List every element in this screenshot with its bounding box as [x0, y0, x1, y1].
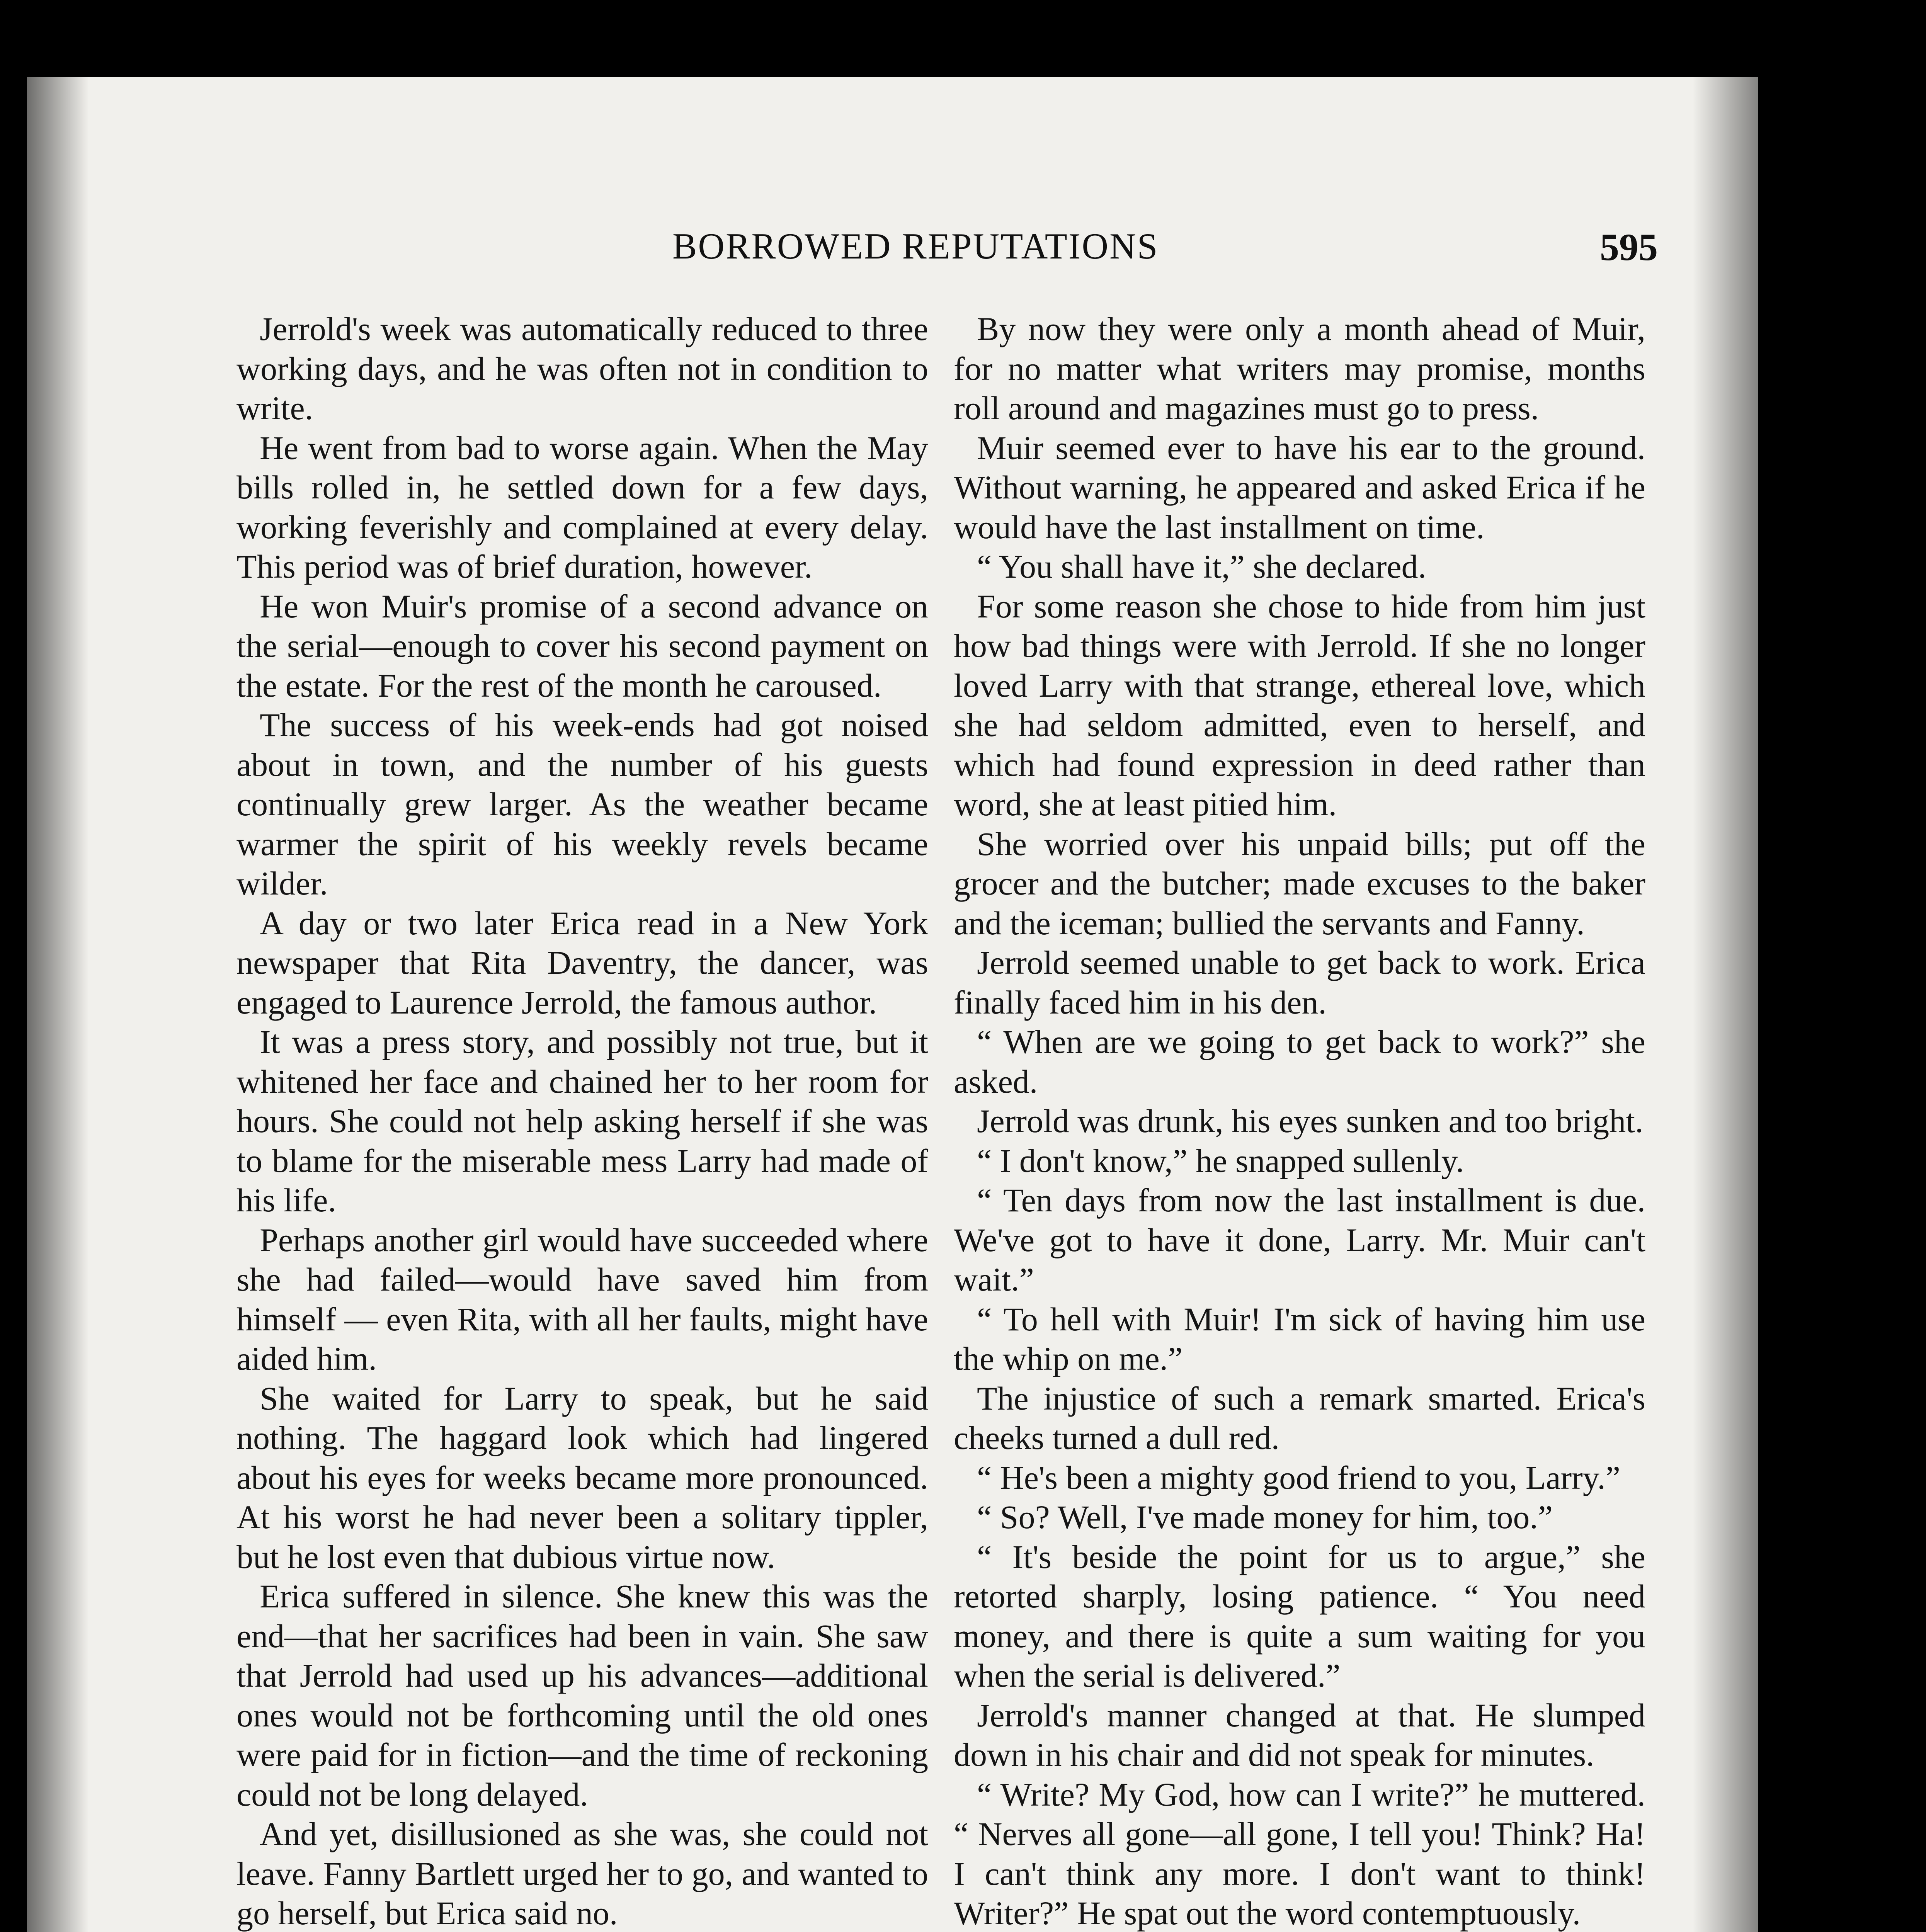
page-number: 595 — [1600, 226, 1658, 269]
running-head: BORROWED REPUTATIONS — [672, 226, 1159, 267]
paragraph: Muir seemed ever to have his ear to the ground. Without warning, he appeared and asked Erica if he would have the last installment on time. — [954, 429, 1645, 546]
paragraph: “ When are we going to get back to work?” she asked. — [954, 1023, 1645, 1100]
paragraph: “ You shall have it,” she declared. — [977, 548, 1427, 585]
paragraph: It was a press story, and possibly not true, but it whitened her face and chained her to her room for hours. She could not help asking herself if she was to blame for the miserable mess Larry had made of his life. — [236, 1023, 928, 1219]
paragraph: The injustice of such a remark smarted. Erica's cheeks turned a dull red. — [954, 1379, 1645, 1456]
paragraph: “ Ten days from now the last installment is due. We've got to have it done, Larry. Mr. Muir can't wait.” — [954, 1182, 1645, 1298]
paragraph: “ To hell with Muir! I'm sick of having him use the whip on me.” — [954, 1300, 1645, 1377]
paragraph: He went from bad to worse again. When the May bills rolled in, he settled down for a few days, working feverishly and complained at every delay. This period was of brief duration, however. — [236, 429, 928, 585]
paragraph: Jerrold seemed unable to get back to work. Erica finally faced him in his den. — [954, 944, 1645, 1021]
paragraph: “ I don't know,” he snapped sullenly. — [977, 1142, 1464, 1179]
paragraph: Perhaps another girl would have succeeded where she had failed—would have saved him from himself — even Rita, with all her faults, might have aided him. — [236, 1221, 928, 1377]
page-header — [0, 228, 1926, 282]
paragraph: He won Muir's promise of a second advance on the serial—enough to cover his second payment on the estate. For the rest of the month he caroused. — [236, 587, 928, 704]
paragraph: Jerrold was drunk, his eyes sunken and too bright. — [977, 1102, 1644, 1139]
paragraph: “ Write? My God, how can I write?” he muttered. “ Nerves all gone—all gone, I tell you! Think? Ha! I can't think any more. I don't want to think! Writer?” He spat out the word contemptuously. — [954, 1776, 1645, 1932]
paragraph: She worried over his unpaid bills; put off the grocer and the butcher; made excuses to the baker and the iceman; bullied the servants and Fanny. — [954, 825, 1645, 942]
paragraph: Jerrold's manner changed at that. He slumped down in his chair and did not speak for minutes. — [954, 1696, 1645, 1773]
paragraph: For some reason she chose to hide from him just how bad things were with Jerrold. If she no longer loved Larry with that strange, ethereal love, which she had seldom admitted, even to herself, and which had found expression in deed rather than word, she at least pitied him. — [954, 587, 1645, 823]
paragraph: Jerrold's week was automatically reduced to three working days, and he was often not in condition to write. — [236, 310, 928, 427]
right-column — [954, 309, 1645, 1932]
paragraph: Erica suffered in silence. She knew this was the end—that her sacrifices had been in vain. She saw that Jerrold had used up his advances—additional ones would not be forthcoming until the old ones were paid for in fiction—and the time of reckoning could not be long delayed. — [236, 1578, 928, 1813]
paragraph: “ So? Well, I've made money for him, too.” — [977, 1498, 1553, 1536]
paragraph: By now they were only a month ahead of Muir, for no matter what writers may promise, months roll around and magazines must go to press. — [954, 310, 1645, 427]
paragraph: “ He's been a mighty good friend to you, Larry.” — [977, 1459, 1620, 1496]
paragraph: She waited for Larry to speak, but he said nothing. The haggard look which had lingered about his eyes for weeks became more pronounced. At his worst he had never been a solitary tippler, but he lost even that dubious virtue now. — [236, 1379, 928, 1575]
paragraph: A day or two later Erica read in a New York newspaper that Rita Daventry, the dancer, was engaged to Laurence Jerrold, the famous author. — [236, 904, 928, 1021]
paragraph: “ It's beside the point for us to argue,” she retorted sharply, losing patience. “ You need money, and there is quite a sum waiting for you when the serial is delivered.” — [954, 1538, 1645, 1694]
paragraph: The success of his week-ends had got noised about in town, and the number of his guests continually grew larger. As the weather became warmer the spirit of his weekly revels became wilder. — [236, 706, 928, 902]
left-column — [236, 309, 928, 1932]
paragraph: And yet, disillusioned as she was, she could not leave. Fanny Bartlett urged her to go, and wanted to go herself, but Erica said no. — [236, 1815, 928, 1932]
